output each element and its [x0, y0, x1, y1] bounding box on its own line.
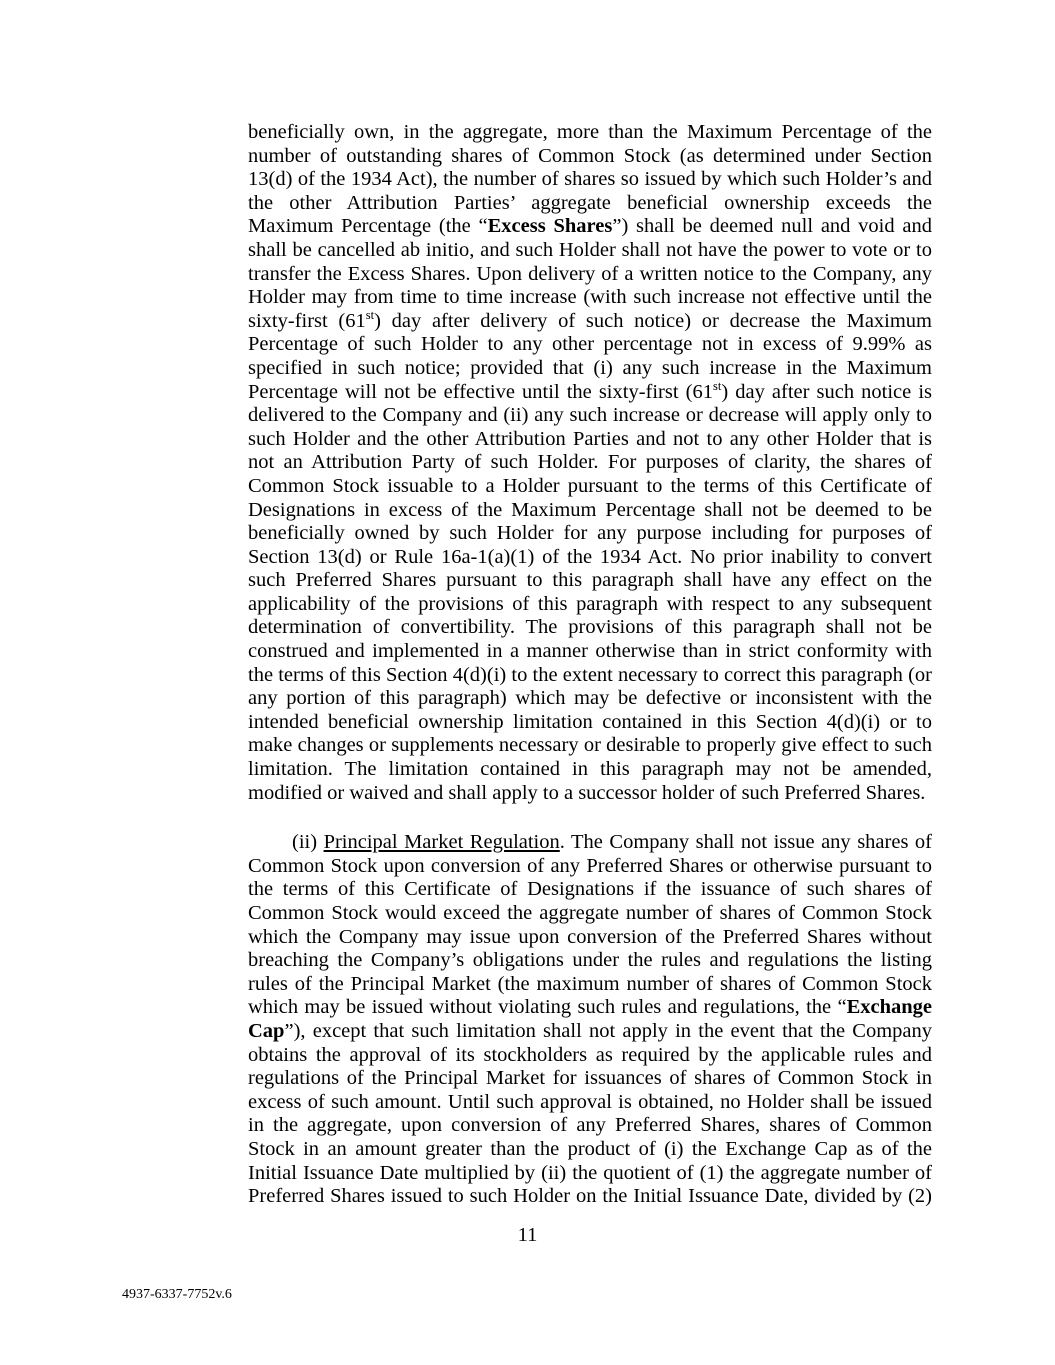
paragraph	[248, 831, 932, 1209]
paragraph	[248, 121, 932, 805]
text-segment: . The Company shall not issue any shares of Common Stock upon conversion of any Preferred Shares or otherwise pursuant to the terms of this Certificate of Designations if the issuance of such shares of Common Stock would exceed the aggregate number of shares of Common Stock which the Company may issue upon conversion of the Preferred Shares without breaching the Company’s obligations under the rules and regulations the listing rules of the Principal Market (the maximum number of shares of Common Stock which may be issued without violating such rules and regulations, the “	[248, 831, 933, 1019]
text-segment-underline: Principal Market Regulation	[323, 831, 560, 854]
text-segment: (ii)	[292, 831, 324, 854]
page-number: 11	[517, 1224, 538, 1246]
text-segment-bold: Exchange Cap	[248, 996, 932, 1042]
text-segment: ”), except that such limitation shall not apply in the event that the Company obtains the approval of its stockholders as required by the applicable rules and regulations of the Principal Market for issuances of shares of Common Stock in excess of such amount. Until such approval is obtained, no Holder shall be issued in the aggregate, upon conversion of any Preferred Shares, shares of Common Stock in an amount greater than the product of (i) the Exchange Cap as of the Initial Issuance Date multiplied by (ii) the quotient of (1) the aggregate number of Preferred Shares issued to such Holder on the Initial Issuance Date, divided by (2)	[248, 1019, 932, 1208]
text-segment: ) day after such notice is delivered to the Company and (ii) any such increase or decrease will apply only to such Holder and the other Attribution Parties and not to any other Holder that is not an Attribution Party of such Holder. For purposes of clarity, the shares of Common Stock issuable to a Holder pursuant to the terms of this Certificate of Designations in excess of the Maximum Percentage shall not be deemed to be beneficially owned by such Holder for any purpose including for purposes of Section 13(d) or Rule 16a-1(a)(1) of the 1934 Act. No prior inability to convert such Preferred Shares pursuant to this paragraph shall have any effect on the applicability of the provisions of this paragraph with respect to any subsequent determination of convertibility. The provisions of this paragraph shall not be construed and implemented in a manner otherwise than in strict conformity with the terms of this Section 4(d)(i) to the extent necessary to correct this paragraph (or any portion of this paragraph) which may be defective or inconsistent with the intended beneficial ownership limitation contained in this Section 4(d)(i) or to make changes or supplements necessary or desirable to properly give effect to such limitation. The limitation contained in this paragraph may not be amended, modified or waived and shall apply to a successor holder of such Preferred Shares.	[248, 380, 933, 804]
document-body	[248, 121, 932, 1209]
text-segment: ) day after delivery of such notice) or decrease the Maximum Percentage of such Holder to any other percentage not in excess of 9.99% as specified in such notice; provided that (i) any such increase in the Maximum Percentage will not be effective until the sixty-first (61	[248, 309, 933, 403]
text-segment: ”) shall be deemed null and void and shall be cancelled ab initio, and such Holder shall not have the power to vote or to transfer the Excess Shares. Upon delivery of a written notice to the Company, any Holder may from time to time increase (with such increase not effective until the sixty-first (61	[248, 215, 933, 332]
text-segment: beneficially own, in the aggregate, more than the Maximum Percentage of the number of outstanding shares of Common Stock (as determined under Section 13(d) of the 1934 Act), the number of shares so issued by which such Holder’s and the other Attribution Parties’ aggregate beneficial ownership exceeds the Maximum Percentage (the “	[248, 121, 932, 238]
document-control-number: 4937-6337-7752v.6	[122, 1287, 232, 1302]
text-segment-sup: st	[712, 378, 722, 393]
text-segment-bold: Excess Shares	[487, 215, 613, 238]
text-segment-sup: st	[365, 307, 375, 322]
